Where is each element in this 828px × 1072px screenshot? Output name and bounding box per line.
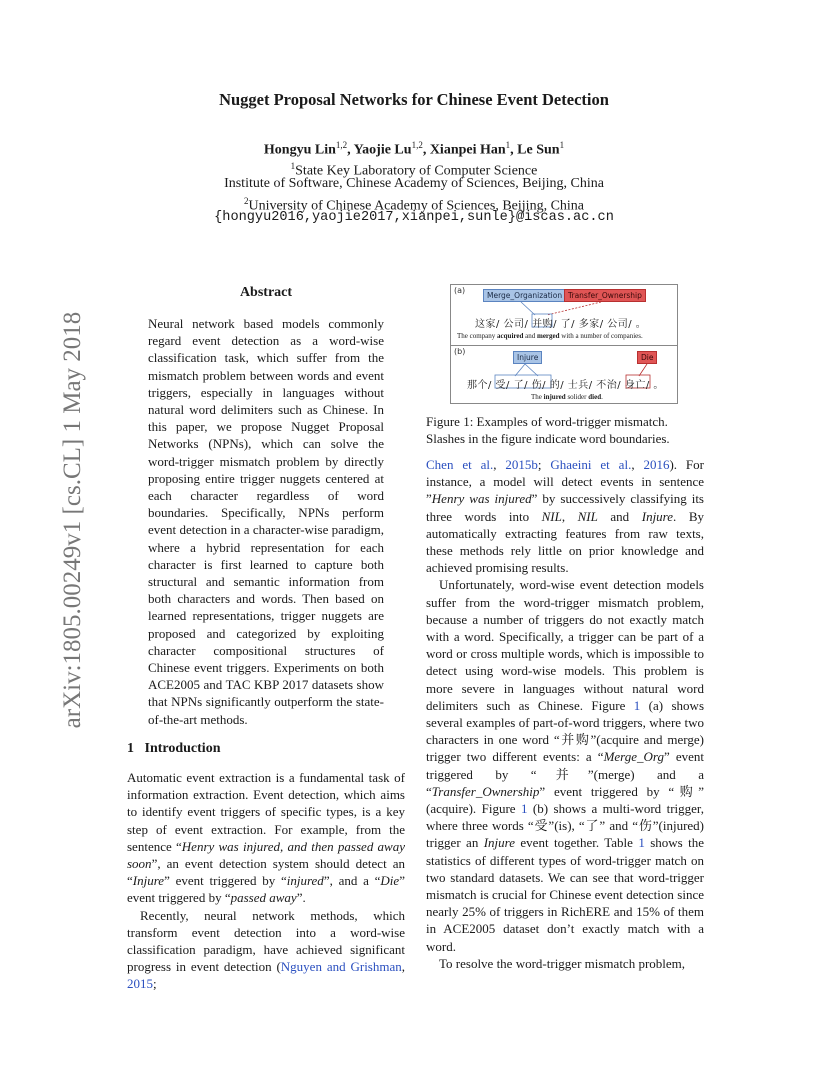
arxiv-identifier — [56, 285, 90, 755]
affiliation-text: State Key Laboratory of Computer Science — [295, 163, 538, 179]
author-affiliation-mark: 1,2 — [335, 140, 348, 150]
figure-a-chinese-sentence: 这家/ 公司/ 并购/ 了/ 多家/ 公司/ 。 — [475, 319, 647, 330]
arxiv-identifier-text: arXiv:1805.00249v1 [cs.CL] 1 May 2018 — [59, 311, 86, 729]
figure-1-caption: Figure 1: Examples of word-trigger mismatch. Slashes in the figure indicate word boundaries. — [426, 414, 670, 447]
table-reference-link[interactable]: 1 — [638, 835, 645, 851]
paragraph: To resolve the word-trigger mismatch problem, — [439, 955, 686, 971]
section-title: Introduction — [144, 741, 221, 756]
paragraph: Recently, neural network methods, which transform event detection into a word-wise classification paradigm, have achieved significant progress in event detection (Nguyen and Grishman, 2015; — [127, 907, 405, 992]
event-label-transfer-ownership: Transfer_Ownership — [564, 289, 646, 302]
citation-year-link[interactable]: 2016 — [643, 457, 670, 472]
figure-a-english-translation: The company acquired and merged with a number of companies. — [457, 332, 643, 340]
paragraph: Chen et al., 2015b; Ghaeini et al., 2016). For instance, a model will detect events in sentence ”Henry was injured” by successively classifying its three words into NIL, NIL and Injure. By automatically extracting features from raw texts, these methods rely little on prior knowledge and achieved promising results. — [426, 457, 704, 576]
author-emails: {hongyu2016,yaojie2017,xianpei,sunle}@iscas.ac.cn — [214, 210, 614, 225]
figure-1 — [450, 284, 678, 404]
author-name: Yaojie Lu — [353, 142, 412, 158]
author-name: Hongyu Lin — [263, 142, 336, 158]
affiliation-mark: 2 — [243, 196, 249, 206]
event-label-die: Die — [637, 351, 657, 364]
affiliation-text: University of Chinese Academy of Sciences, Beijing, China — [248, 198, 585, 214]
paper-title: Nugget Proposal Networks for Chinese Event Detection — [219, 90, 609, 109]
citation-link[interactable]: Ghaeini et al. — [550, 457, 632, 472]
figure-panel-tag: (a) — [454, 286, 466, 295]
author-name: Xianpei Han — [429, 142, 506, 158]
figure-b-chinese-sentence: 那个/ 受/ 了/ 伤/ 的/ 士兵/ 不治/ 身亡/ 。 — [467, 380, 664, 391]
section-heading-introduction — [127, 741, 220, 757]
figure-panel-tag: (b) — [454, 347, 466, 356]
abstract-heading: Abstract — [239, 285, 293, 300]
citation-link[interactable]: Chen et al. — [426, 457, 494, 472]
affiliation-mark: 1 — [290, 161, 296, 171]
author-name: Le Sun — [517, 142, 560, 158]
event-label-injure: Injure — [513, 351, 542, 364]
citation-link[interactable]: Nguyen and Grishman — [280, 959, 402, 975]
author-affiliation-mark: 1 — [505, 140, 511, 150]
author-affiliation-mark: 1,2 — [411, 140, 423, 150]
citation-year-link[interactable]: 2015b — [505, 457, 538, 472]
citation-year-link[interactable]: 2015 — [127, 976, 153, 992]
affiliation-line-2: Institute of Software, Chinese Academy of Sciences, Beijing, China — [224, 176, 604, 191]
paragraph: Automatic event extraction is a fundamental task of information extraction. Event detection, which aims to identify event triggers of specific types, is a key step of event extraction. For example, from the sentence “Henry was injured, and then passed away soon”, an event detection system should detect an “Injure” event triggered by “injured”, and a “Die” event triggered by “passed away”. — [127, 770, 406, 906]
figure-reference-link[interactable]: 1 — [633, 697, 641, 713]
abstract-text: Neural network based models commonly regard event detection as a word-wise classification task, which suffer from the mismatch problem between words and event triggers, especially in languages without natural word delimiters such as Chinese. In this paper, we propose Nugget Proposal Networks (NPNs), which can solve the word-trigger mismatch problem by directly proposing entire trigger nuggets centered at each character regardless of word boundaries. Specifically, NPNs perform event detection in a character-wise paradigm, where a hybrid representation for each character is first learned to capture both structural and semantic information from both characters and words. Then based on learned representations, trigger nuggets are proposed and categorized by exploiting character compositional structures of Chinese event triggers. Experiments on both ACE2005 and TAC KBP 2017 datasets show that NPNs significantly outperform the state-of-the-art methods. — [148, 316, 384, 727]
paragraph: Unfortunately, word-wise event detection models suffer from the word-trigger mismatch problem, because a number of triggers do not exactly match with a word. Specifically, a trigger can be part of a word or cross multiple words, which is impossible to detect using word-wise models. This problem is more severe in languages without natural word delimiters such as Chinese. Figure 1 (a) shows several examples of part-of-word triggers, where two characters in one word “并购”(acquire and merge) trigger two different events: a “Merge_Org” event triggered by “并”(merge) and a “Transfer_Ownership” event triggered by “购” (acquire). Figure 1 (b) shows a multi-word trigger, where three words “受”(is), “了” and “伤”(injured) trigger an Injure event together. Table 1 shows the statistics of different types of word-trigger match on two standard datasets. We can see that word-trigger mismatch is crucial for Chinese event detection since nearly 25% of triggers in RichERE and 15% of them in ACE2005 dataset don’t exactly match with a word. — [426, 577, 705, 954]
section-number: 1 — [127, 741, 134, 756]
right-column-body — [426, 456, 704, 972]
author-list: Hongyu Lin$^{1,2}$, Yaojie Lu$^{1,2}$, Xianpei Han$^1$, Le Sun$^1$ — [263, 140, 565, 158]
figure-reference-link[interactable]: 1 — [520, 801, 528, 817]
author-affiliation-mark: 1 — [559, 140, 565, 150]
event-label-merge-organization: Merge_Organization — [483, 289, 566, 302]
figure-b-english-translation: The injured solider died. — [531, 393, 603, 401]
introduction-body — [127, 769, 405, 993]
